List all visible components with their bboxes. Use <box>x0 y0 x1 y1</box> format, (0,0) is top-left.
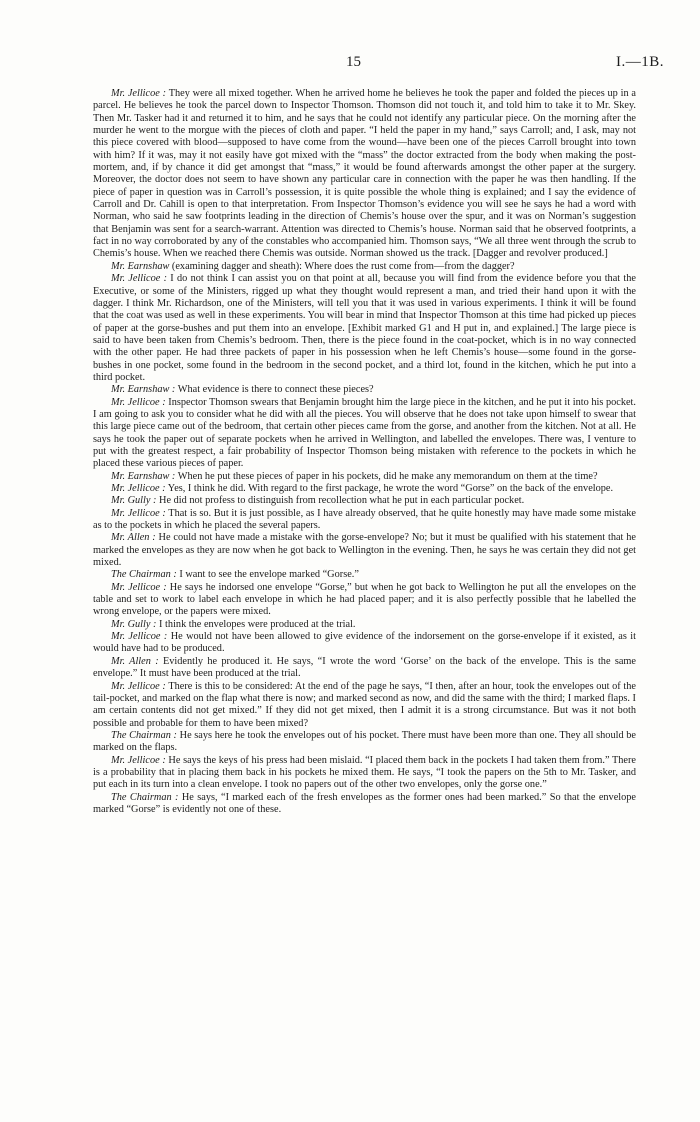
page-header <box>0 54 700 74</box>
paragraph-text: When he put these pieces of paper in his pockets, did he make any memorandum on them at the time? <box>175 470 598 482</box>
speaker-name: Mr. Jellicoe : <box>111 581 167 593</box>
paragraph-text: Yes, I think he did. With regard to the first package, he wrote the word “Gorse” on the back of the envelope. <box>165 483 614 494</box>
speaker-name: Mr. Earnshaw <box>111 260 170 272</box>
paragraph <box>93 582 636 619</box>
speaker-name: Mr. Allen : <box>111 655 159 667</box>
speaker-name: Mr. Jellicoe : <box>111 273 168 285</box>
paragraph <box>93 569 636 581</box>
paragraph <box>93 384 636 396</box>
paragraph-text: He says here he took the envelopes out of his pocket. There must have been more than one. They all should be marked on the flaps. <box>93 729 636 754</box>
paragraph <box>93 619 636 631</box>
paragraph <box>93 792 636 817</box>
document-body <box>93 88 636 816</box>
speaker-name: Mr. Jellicoe : <box>111 483 166 494</box>
paragraph <box>93 755 636 792</box>
paragraph-text: That is so. But it is just possible, as I have already observed, that he quite honestly may have made some mistake as to the pockets in which he placed the several papers. <box>93 507 636 532</box>
paragraph <box>93 273 636 384</box>
paragraph <box>93 88 636 261</box>
paragraph <box>93 471 636 483</box>
paragraph-text: Inspector Thomson swears that Benjamin brought him the large piece in the kitchen, and he put it into his pocket. I am going to ask you to consider what he did with all the pieces. You will observe that he does not take upon himself to swear that this large piece came out of the bedroom, that certain other pieces came from the gorse, and another from the kitchen. Not at all. He says he took the paper out of separate pockets when he arrived in Wellington, and labelled the envelopes. There was, I venture to put with the greatest respect, a fair probability of Inspector Thomson being mistaken with reference to the pockets in which he placed these various pieces of paper. <box>93 396 636 470</box>
paragraph <box>93 730 636 755</box>
speaker-name: Mr. Gully : <box>111 618 157 630</box>
paragraph-text: They were all mixed together. When he arrived home he believes he took the paper and folded the pieces up in a parcel. He believes he took the parcel down to Inspector Thomson. Thomson did not touch it, and told him to take it to Mr. Skey. Then Mr. Tasker had it and returned it to him, and he says that he could not identify any particular piece. On the morning after the murder he went to the morgue with the pieces of cloth and paper. “I held the paper in my hand,” says Carroll; and, I ask, may not this piece covered with blood—supposed to have come from the wound—have been one of the pieces Carroll brought into town with him? If it was, may it not easily have got mixed with the “mass” the doctor extracted from the body when making the post-mortem, and, if by chance it did get amongst that “mass,” it would be found afterwards amongst the other paper at the surgery. Moreover, the doctor does not seem to have shown any particular care in connection with the paper he was then handling. If the piece of paper in question was in Carroll’s possession, it is quite possible the whole thing is explained; and I say the evidence of Carroll and Dr. Cahill is open to that interpretation. From Inspector Thomson’s evidence you will see he says he had a word with Norman, who said he saw footprints leading in the direction of Chemis’s house over the spur, and it was on Norman’s suggestion that Benjamin was sent for a search-warrant. Attention was directed to Chemis’s house. Norman said that he observed footprints, a fact in no way corroborated by any of the constables who accompanied him. Thomson says, “We all three went through the scrub to Chemis’s house. When we reached there Chemis was outside. Norman showed us the track. [Dagger and revolver produced.] <box>93 88 637 260</box>
paragraph <box>93 681 636 730</box>
speaker-name: Mr. Jellicoe : <box>111 631 168 643</box>
page-number: 15 <box>346 54 361 70</box>
paragraph-text: He says the keys of his press had been mislaid. “I placed them back in the pockets I had taken them from.” There is a probability that in placing them back in his pockets he mixed them. He says, “I took the papers on the 5th to Mr. Tasker, and put each in its turn into a clean envelope. I took no papers out of the other two envelopes, only the gorse one.” <box>93 754 637 791</box>
speaker-name: The Chairman : <box>111 569 177 581</box>
paragraph-text: He could not have made a mistake with the gorse-envelope? No; but it must be qualified with his statement that he marked the envelopes as they are now when he got back to Wellington in the evening. Then, he says he was certain they did not get mixed. <box>93 532 636 569</box>
speaker-name: Mr. Jellicoe : <box>111 396 166 408</box>
paragraph-text: He would not have been allowed to give evidence of the indorsement on the gorse-envelope if it existed, as it would have had to be produced. <box>93 631 636 655</box>
paragraph-text: He says, “I marked each of the fresh envelopes as the former ones had been marked.” So that the envelope marked “Gorse” is evidently not one of these. <box>93 791 636 815</box>
paragraph <box>93 631 636 656</box>
paragraph <box>93 261 636 273</box>
speaker-name: Mr. Earnshaw : <box>111 384 176 396</box>
paragraph-text: (examining dagger and sheath): Where does the rust come from—from the dagger? <box>169 260 515 272</box>
paragraph <box>93 495 636 507</box>
document-reference: I.—1B. <box>616 54 664 70</box>
speaker-name: Mr. Jellicoe : <box>111 680 166 692</box>
speaker-name: Mr. Earnshaw : <box>111 470 176 482</box>
paragraph <box>93 508 636 533</box>
speaker-name: The Chairman : <box>111 729 177 741</box>
paragraph <box>93 483 636 495</box>
speaker-name: Mr. Gully : <box>111 495 157 507</box>
paragraph-text: There is this to be considered: At the end of the page he says, “I then, after an hour, took the envelopes out of the tail-pocket, and marked on the flap what there is now; and marked second as now, and did the same with the third; I marked flaps. I am certain contents did not get mixed.” If they did not get mixed, then I admit it is a strong circumstance. But was it not both possible and probable for them to have been mixed? <box>93 680 636 729</box>
paragraph <box>93 656 636 681</box>
speaker-name: Mr. Jellicoe : <box>111 88 167 99</box>
paragraph-text: I want to see the envelope marked “Gorse.” <box>176 569 359 581</box>
paragraph-text: He says he indorsed one envelope “Gorse,” but when he got back to Wellington he put all the envelopes on the table and set to work to label each envelope in which he had placed paper; and it is also perfectly possible that he labelled the wrong envelope, or the papers were mixed. <box>93 581 636 618</box>
paragraph-text: Evidently he produced it. He says, “I wrote the word ‘Gorse’ on the back of the envelope. This is the same envelope.” It must have been produced at the trial. <box>93 655 637 680</box>
speaker-name: Mr. Jellicoe : <box>111 754 166 766</box>
paragraph-text: I think the envelopes were produced at the trial. <box>156 618 356 630</box>
speaker-name: The Chairman : <box>111 791 179 803</box>
paragraph <box>93 397 636 471</box>
paragraph <box>93 532 636 569</box>
paragraph-text: I do not think I can assist you on that point at all, because you will find from the evidence before you that the Executive, or some of the Ministers, rigged up what they thought would represent a man, and tried their hand upon it with the dagger. I think Mr. Richardson, one of the Ministers, will tell you that it was used in various experiments. I think it will be found that the coat was used as well in these experiments. You will bear in mind that Inspector Thomson at this time had picked up pieces of paper at the gorse-bushes and put them into an envelope. [Exhibit marked G1 and H put in, and explained.] The large piece is said to have been taken from Chemis’s bedroom. Then, there is the piece found in the coat-pocket, which is in no way connected with the other paper. He had three packets of paper in his possession when he left Chemis’s house—some found in the gorse-bushes in one pocket, some found in the bedroom in the second pocket, and a third lot, found in the kitchen, which he put into a third pocket. <box>93 273 636 383</box>
speaker-name: Mr. Allen : <box>111 532 156 544</box>
speaker-name: Mr. Jellicoe : <box>111 507 166 519</box>
paragraph-text: He did not profess to distinguish from recollection what he put in each particular pocket. <box>156 495 525 507</box>
paragraph-text: What evidence is there to connect these pieces? <box>175 384 374 396</box>
